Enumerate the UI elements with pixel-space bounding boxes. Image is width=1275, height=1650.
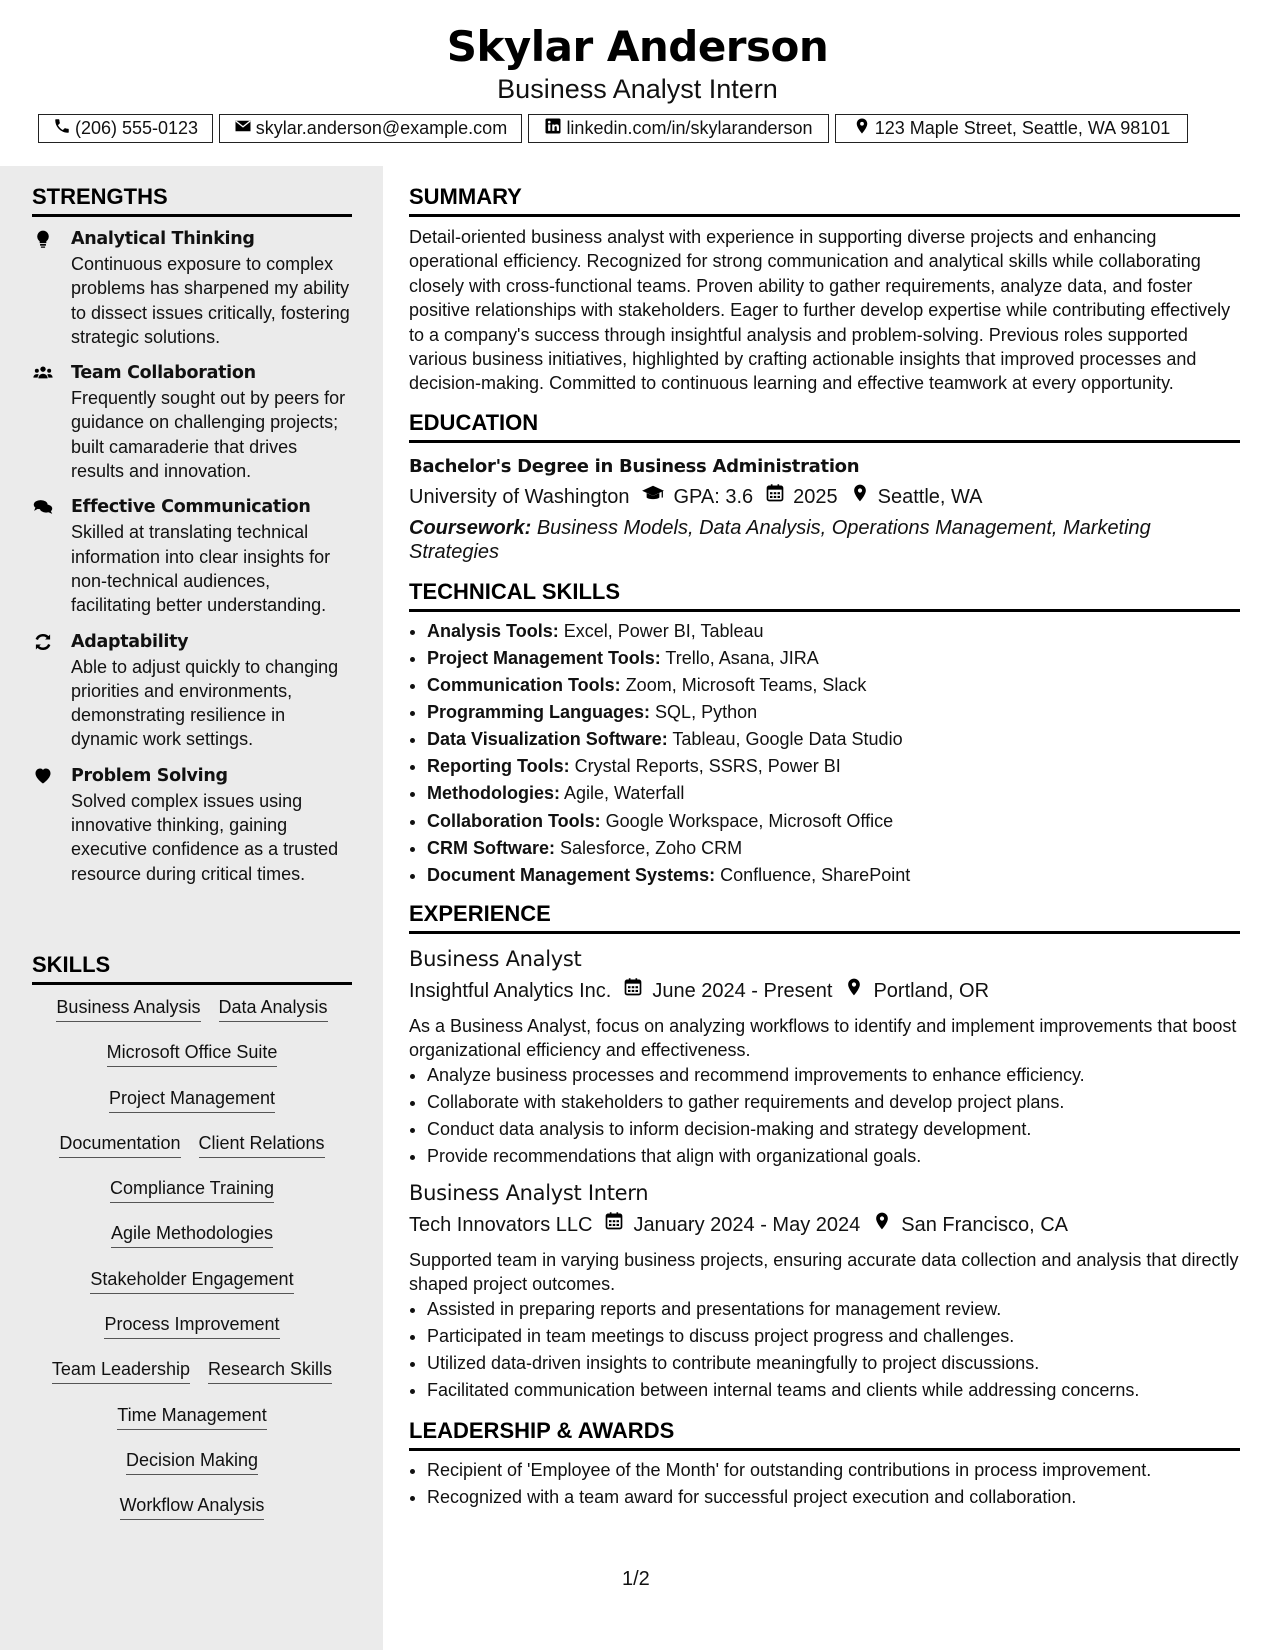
contact-phone-text: (206) 555-0123 [74, 118, 199, 138]
graduation-year: 2025 [793, 485, 838, 508]
skill-tag: Time Management [117, 1403, 266, 1430]
experience-heading: EXPERIENCE [409, 901, 1240, 934]
calendar-icon [765, 482, 793, 512]
contact-linkedin-text: linkedin.com/in/skylaranderson [566, 118, 813, 138]
job-entry [409, 944, 1240, 1170]
technical-skills-section [409, 579, 1240, 889]
list-item: • Provide recommendations that align with organizational goals. [427, 1143, 1240, 1170]
list-item: • Utilized data-driven insights to contribute meaningfully to project discussions. [427, 1350, 1240, 1377]
strength-title: Analytical Thinking [71, 229, 255, 249]
skills-list [32, 995, 352, 1539]
job-description: Supported team in varying business projects, ensuring accurate data collection and analysis that directly shaped project outcomes. [409, 1249, 1239, 1294]
strength-title: Team Collaboration [71, 363, 256, 384]
skill-values: Confluence, SharePoint [720, 864, 911, 885]
skill-tag: Documentation [59, 1131, 180, 1158]
skill-values: Zoom, Microsoft Teams, Slack [625, 675, 867, 696]
coursework [409, 516, 1240, 565]
calendar-icon [623, 976, 652, 1006]
strength-item [32, 227, 352, 349]
job-meta [409, 976, 1240, 1006]
gpa: GPA: 3.6 [673, 485, 754, 508]
job-entry [409, 1178, 1240, 1404]
list-item: • Recognized with a team award for successful project execution and collaboration. [427, 1484, 1240, 1511]
map-marker-icon [850, 482, 878, 512]
skill-tag: Client Relations [199, 1131, 325, 1158]
main-column [409, 166, 1240, 1511]
skill-tag: Stakeholder Engagement [90, 1267, 293, 1294]
skill-values: Crystal Reports, SSRS, Power BI [574, 756, 841, 777]
skill-tag: Team Leadership [52, 1357, 190, 1384]
experience-section [409, 901, 1240, 1404]
skill-category: Methodologies: [427, 783, 560, 804]
list-item: • Facilitated communication between internal teams and clients while addressing concerns. [427, 1377, 1240, 1404]
list-item [427, 808, 1240, 835]
summary-text: Detail-oriented business analyst with experience in supporting diverse projects and enhancing operational efficiency. Recognized for strong communication and analytical skills while collaborating closely with cross-functional teams. Proven ability to gather requirements, analyze data, and foster positive relationships with stakeholders. Eager to further develop expertise while contributing effectively to a company's success through insightful analysis and problem-solving. Previous roles supported various business initiatives, highlighted by crafting actionable insights that improved processes and decision-making. Committed to continuous learning and effective teamwork at every opportunity. [409, 227, 1231, 394]
contact-linkedin[interactable] [528, 114, 829, 143]
coursework-label: Coursework: [409, 516, 532, 539]
list-item: • Analyze business processes and recommend improvements to enhance efficiency. [427, 1062, 1240, 1089]
list-item [427, 618, 1240, 645]
strengths-section [32, 184, 352, 886]
comments-icon [32, 497, 54, 517]
skill-values: Excel, Power BI, Tableau [563, 620, 764, 641]
skill-tag: Research Skills [208, 1357, 332, 1384]
strength-desc: Able to adjust quickly to changing priorities and environments, demonstrating resilience in dynamic work settings. [71, 656, 339, 750]
list-item [427, 780, 1240, 807]
job-dates: January 2024 - May 2024 [633, 1213, 861, 1236]
job-bullets [409, 1062, 1240, 1170]
strength-item [32, 764, 352, 886]
calendar-icon [604, 1210, 633, 1240]
list-item: • Recipient of 'Employee of the Month' for outstanding contributions in process improvement. [427, 1457, 1240, 1484]
skills-section [32, 952, 352, 1539]
awards-section [409, 1418, 1240, 1511]
list-item: • Conduct data analysis to inform decision-making and strategy development. [427, 1116, 1240, 1143]
company-name: Tech Innovators LLC [409, 1213, 593, 1236]
strength-title: Problem Solving [71, 765, 228, 786]
list-item [427, 862, 1240, 889]
heart-icon [32, 766, 54, 786]
skill-tag: Data Analysis [219, 995, 328, 1022]
awards-list [409, 1457, 1240, 1511]
strength-title: Adaptability [71, 631, 189, 652]
skill-values: Salesforce, Zoho CRM [560, 837, 743, 858]
lightbulb-icon [32, 229, 54, 249]
list-item [427, 835, 1240, 862]
list-item [427, 753, 1240, 780]
job-bullets [409, 1296, 1240, 1404]
contact-address [835, 114, 1188, 143]
degree-title: Bachelor's Degree in Business Administration [409, 455, 860, 477]
school-name: University of Washington [409, 485, 630, 508]
skill-category: Reporting Tools: [427, 756, 570, 777]
candidate-title: Business Analyst Intern [497, 74, 778, 104]
skill-tag: Microsoft Office Suite [107, 1040, 278, 1067]
skill-tag: Process Improvement [104, 1312, 279, 1339]
map-marker-icon [844, 976, 873, 1006]
candidate-name: Skylar Anderson [446, 22, 829, 71]
education-section [409, 410, 1240, 565]
coursework-list: Business Models, Data Analysis, Operations Management, Marketing Strategies [409, 516, 1151, 564]
job-title: Business Analyst [409, 946, 582, 971]
strength-desc: Continuous exposure to complex problems has sharpened my ability to dissect issues critically, fostering strategic solutions. [71, 254, 350, 347]
contact-bar [38, 114, 1238, 145]
list-item [427, 726, 1240, 753]
summary-section [409, 184, 1240, 396]
skill-tag: Business Analysis [56, 995, 200, 1022]
skills-heading: SKILLS [32, 952, 352, 985]
strengths-heading: STRENGTHS [32, 184, 352, 217]
list-item [427, 699, 1240, 726]
skill-tag: Project Management [109, 1086, 275, 1113]
school-location: Seattle, WA [877, 485, 983, 508]
job-title: Business Analyst Intern [409, 1180, 649, 1205]
skill-category: Data Visualization Software: [427, 729, 668, 750]
strength-item [32, 630, 352, 752]
skill-category: Collaboration Tools: [427, 810, 601, 831]
page-number: 1/2 [622, 1568, 650, 1590]
list-item [427, 672, 1240, 699]
skill-category: CRM Software: [427, 837, 556, 858]
graduation-cap-icon [641, 482, 673, 512]
skill-category: Document Management Systems: [427, 864, 716, 885]
resume-header [0, 0, 1275, 166]
skill-tag: Decision Making [126, 1448, 258, 1475]
summary-heading: SUMMARY [409, 184, 1240, 217]
sidebar [0, 166, 383, 1650]
awards-heading: LEADERSHIP & AWARDS [409, 1418, 1240, 1451]
skill-values: Tableau, Google Data Studio [672, 729, 903, 750]
skill-values: Trello, Asana, JIRA [665, 647, 819, 668]
strength-item [32, 361, 352, 483]
job-dates: June 2024 - Present [652, 979, 833, 1002]
job-description: As a Business Analyst, focus on analyzing workflows to identify and implement improvements that boost organizational efficiency and effectiveness. [409, 1015, 1237, 1060]
linkedin-icon [544, 117, 566, 140]
envelope-icon [234, 117, 256, 140]
strength-desc: Frequently sought out by peers for guidance on challenging projects; built camaraderie that drives results and innovation. [71, 388, 346, 482]
job-location: San Francisco, CA [901, 1213, 1068, 1236]
skill-category: Communication Tools: [427, 675, 621, 696]
skill-values: SQL, Python [655, 702, 758, 723]
map-marker-icon [853, 117, 875, 140]
skill-category: Project Management Tools: [427, 647, 661, 668]
technical-skills-list [409, 618, 1240, 889]
list-item: • Participated in team meetings to discuss project progress and challenges. [427, 1323, 1240, 1350]
job-location: Portland, OR [873, 979, 990, 1002]
skill-tag: Workflow Analysis [120, 1493, 265, 1520]
strength-item [32, 495, 352, 617]
strength-desc: Solved complex issues using innovative thinking, gaining executive confidence as a trusted resource during critical times. [71, 790, 339, 884]
contact-email[interactable] [219, 114, 522, 143]
education-heading: EDUCATION [409, 410, 1240, 443]
skill-tag: Agile Methodologies [111, 1221, 273, 1248]
skill-category: Programming Languages: [427, 702, 651, 723]
skill-tag: Compliance Training [110, 1176, 274, 1203]
strength-title: Effective Communication [71, 497, 311, 518]
technical-skills-heading: TECHNICAL SKILLS [409, 579, 1240, 612]
users-icon [32, 363, 54, 383]
skill-values: Agile, Waterfall [564, 783, 685, 804]
skill-values: Google Workspace, Microsoft Office [605, 810, 894, 831]
phone-icon [53, 117, 75, 140]
company-name: Insightful Analytics Inc. [409, 979, 612, 1002]
list-item [427, 645, 1240, 672]
skill-category: Analysis Tools: [427, 620, 559, 641]
sync-icon [32, 632, 54, 652]
list-item: • Assisted in preparing reports and presentations for management review. [427, 1296, 1240, 1323]
education-meta [409, 482, 1240, 512]
contact-phone[interactable] [38, 114, 213, 143]
list-item: • Collaborate with stakeholders to gather requirements and develop project plans. [427, 1089, 1240, 1116]
contact-address-text: 123 Maple Street, Seattle, WA 98101 [874, 118, 1171, 138]
contact-email-text: skylar.anderson@example.com [255, 118, 508, 138]
job-meta [409, 1210, 1240, 1240]
map-marker-icon [872, 1210, 901, 1240]
strength-desc: Skilled at translating technical information into clear insights for non-technical audiences, facilitating better understanding. [71, 522, 331, 616]
